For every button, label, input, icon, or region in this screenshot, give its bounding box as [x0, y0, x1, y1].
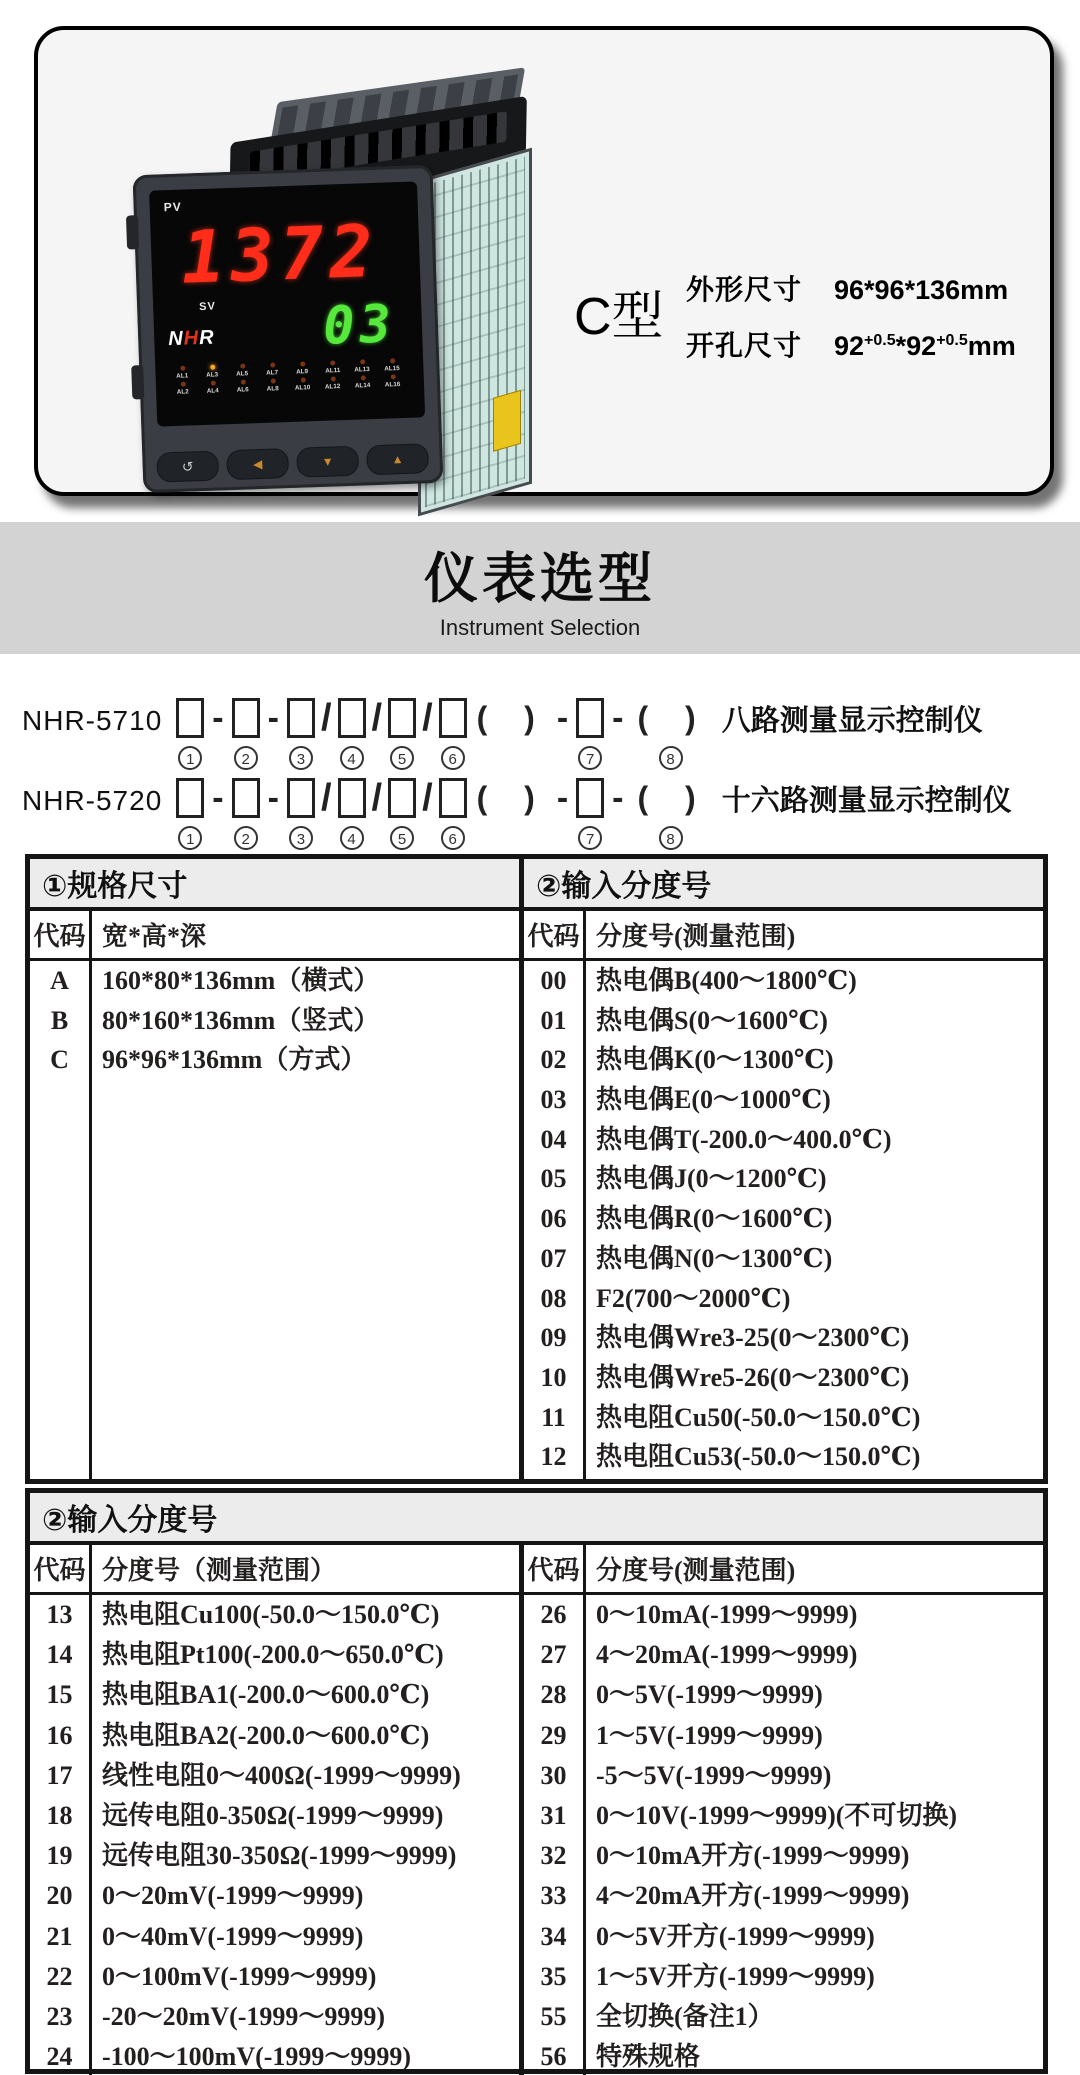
circled-number: 8 [659, 746, 683, 770]
spec-table-1 [25, 854, 1048, 1484]
code-box [232, 698, 260, 738]
row-code: 20 [46, 1881, 73, 1911]
paren-symbol: ( ) [637, 780, 710, 816]
subheader-right [524, 1545, 1043, 1595]
row-desc: 热电偶J(0～1200℃) [596, 1164, 827, 1194]
led-dot-icon [330, 360, 335, 365]
row-desc: 热电阻BA1(-200.0～600.0℃) [102, 1680, 430, 1710]
circled-number: 5 [390, 826, 414, 850]
outline-dimension-value: 96*96*136mm [834, 275, 1009, 305]
led-dot-icon [270, 362, 275, 367]
led-dot-icon [210, 381, 215, 386]
led-label: AL1 [176, 372, 189, 380]
banner-subtitle: Instrument Selection [439, 615, 641, 640]
input-grad-subheader-1 [524, 911, 1043, 961]
alarm-led-al6 [228, 379, 258, 394]
row-desc: 4～20mA开方(-1999～9999) [596, 1881, 910, 1911]
separator-symbol: - [267, 779, 279, 817]
row-desc: 热电偶B(400～1800℃) [596, 966, 857, 995]
row-desc: -20～20mV(-1999～9999) [102, 2001, 386, 2031]
range-column-header: 分度号(测量范围) [596, 922, 796, 951]
row-desc: 热电阻BA2(-200.0～600.0℃) [102, 1720, 430, 1750]
row-code: 13 [46, 1600, 73, 1629]
row-desc: 热电偶Wre5-26(0～2300℃) [596, 1362, 910, 1392]
row-desc: 热电偶Wre3-25(0～2300℃) [596, 1323, 910, 1353]
cutout-dimension-value: $92^{+0.5}*92^{+0.5}mm$ [834, 331, 1016, 361]
row-code: 55 [540, 2001, 567, 2031]
separator-symbol: - [612, 699, 624, 737]
circled-number: 8 [659, 826, 683, 850]
order-code-pattern [174, 698, 711, 770]
input-grad-group-right [524, 1545, 1043, 2075]
ordering-row-5720 [22, 778, 1062, 858]
size-column-header: 宽*高*深 [102, 922, 207, 951]
row-desc: 热电偶N(0～1300℃) [596, 1243, 833, 1273]
order-code-box [338, 778, 366, 850]
alarm-led-al16 [378, 374, 408, 389]
row-code: 21 [46, 1921, 73, 1951]
led-label: AL13 [354, 366, 371, 374]
separator-symbol: - [612, 779, 624, 817]
desc-column [586, 1595, 1043, 2075]
row-desc: 特殊规格 [596, 2042, 701, 2072]
sv-label: SV [198, 300, 217, 314]
led-label: AL14 [355, 382, 371, 390]
alarm-led-al7 [257, 362, 287, 377]
order-code-pattern [174, 778, 711, 850]
dimension-specs [686, 268, 1016, 380]
order-code-box [232, 778, 260, 850]
input-grad-group-left [30, 1545, 524, 2075]
device-front-panel [133, 165, 444, 493]
separator-symbol: / [371, 697, 383, 739]
code-column [30, 1595, 92, 2075]
subheader-left [30, 1545, 519, 1595]
paren-symbol: ( ) [476, 780, 549, 816]
input-grad-group-1 [524, 859, 1043, 1479]
separator-symbol: - [212, 779, 224, 817]
code-box [388, 778, 416, 818]
separator-symbol: / [422, 777, 433, 819]
row-code: 18 [46, 1800, 73, 1830]
code-column [524, 1595, 586, 2075]
alarm-led-al12 [318, 376, 348, 391]
circled-number: 4 [340, 826, 364, 850]
order-code-box [176, 698, 204, 770]
led-dot-icon [210, 365, 215, 370]
row-code: 00 [540, 966, 567, 995]
row-code: A [50, 966, 69, 995]
range-column-header: 分度号(测量范围) [596, 1556, 796, 1585]
ordering-code-section [22, 698, 1062, 858]
spec-size-group [30, 859, 524, 1479]
row-code: 06 [540, 1204, 567, 1234]
row-code: 04 [540, 1124, 567, 1154]
circled-number: 7 [578, 826, 602, 850]
led-dot-icon [270, 378, 275, 383]
circled-number: 1 [178, 826, 202, 850]
row-code: 01 [540, 1005, 567, 1035]
alarm-led-al10 [288, 377, 318, 392]
circled-number: 6 [441, 826, 465, 850]
circled-number: 2 [234, 826, 258, 850]
desc-column [92, 1595, 519, 2075]
code-box [388, 698, 416, 738]
code-column-header: 代码 [30, 1545, 92, 1592]
code-column-header: 代码 [30, 911, 92, 958]
order-code-box [576, 778, 604, 850]
order-code-box [338, 698, 366, 770]
led-label: AL11 [324, 367, 341, 375]
code-column [30, 961, 92, 1479]
led-label: AL15 [384, 365, 401, 373]
alarm-led-al2 [168, 381, 198, 396]
row-desc: 全切换(备注1） [596, 2001, 774, 2031]
order-code-box [388, 778, 416, 850]
input-grad-table-2 [25, 1488, 1048, 2074]
row-desc: 1～5V开方(-1999～9999) [596, 1961, 875, 1991]
alarm-led-al3 [197, 364, 227, 379]
product-card [34, 26, 1054, 496]
row-code: 14 [46, 1640, 73, 1670]
row-code: 07 [540, 1243, 567, 1273]
row-code: 17 [46, 1760, 73, 1790]
body-left [30, 1595, 519, 2075]
separator-symbol: / [320, 697, 332, 739]
row-desc: 0～10mA开方(-1999～9999) [596, 1841, 910, 1871]
alarm-led-al8 [258, 378, 288, 393]
row-code: 15 [46, 1680, 73, 1710]
row-desc: 热电偶E(0～1000℃) [596, 1085, 831, 1115]
led-dot-icon [390, 374, 395, 379]
led-label: AL2 [177, 388, 190, 396]
row-desc: 0～20mV(-1999～9999) [102, 1881, 364, 1911]
alarm-led-al14 [348, 375, 378, 390]
input-grad-header-1: ②输入分度号 [524, 859, 1043, 911]
row-desc: -5～5V(-1999～9999) [596, 1760, 832, 1790]
sv-value: 03 [322, 294, 397, 357]
row-desc: 热电偶S(0～1600℃) [596, 1005, 828, 1035]
code-box [287, 698, 315, 738]
separator-symbol: / [422, 697, 433, 739]
alarm-led-al9 [287, 361, 317, 376]
left-button [226, 448, 289, 480]
body-right [524, 1595, 1043, 2075]
model-number: NHR-5720 [22, 785, 163, 816]
pv-label: PV [163, 199, 182, 215]
order-code-box [439, 778, 467, 850]
alarm-led-al4 [198, 380, 228, 395]
model-description: 八路测量显示控制仪 [721, 705, 983, 737]
circled-number: 7 [578, 746, 602, 770]
circled-number: 1 [178, 746, 202, 770]
order-code-box [388, 698, 416, 770]
left-arrow-icon: ◀ [252, 456, 263, 472]
spec-size-subheader [30, 911, 519, 961]
row-desc: 0～5V开方(-1999～9999) [596, 1921, 875, 1951]
outline-dimension-label: 外形尺寸 [686, 274, 803, 305]
mount-clip [131, 365, 144, 399]
led-dot-icon [240, 364, 245, 369]
led-dot-icon [360, 359, 365, 364]
reset-icon: ↺ [181, 457, 194, 475]
desc-column [92, 961, 519, 1479]
alarm-led-al11 [317, 360, 347, 375]
reset-button [156, 451, 219, 483]
row-code: 26 [540, 1600, 567, 1629]
cutout-dimension-label: 开孔尺寸 [686, 330, 803, 361]
row-code: 31 [540, 1800, 567, 1830]
row-desc: F2(700～2000℃) [596, 1283, 791, 1313]
row-desc: 热电阻Cu53(-50.0～150.0℃) [596, 1442, 921, 1472]
row-code: 08 [540, 1283, 567, 1313]
input-grad-header-2: ②输入分度号 [30, 1493, 1043, 1545]
alarm-led-al1 [167, 365, 197, 380]
led-dot-icon [180, 366, 185, 371]
model-description: 十六路测量显示控制仪 [721, 785, 1012, 817]
row-desc: 0～40mV(-1999～9999) [102, 1921, 364, 1951]
row-code: 10 [540, 1362, 567, 1392]
yellow-sticker [493, 390, 521, 452]
row-desc: 0～10V(-1999～9999)(不可切换) [596, 1800, 958, 1830]
led-label: AL5 [236, 370, 249, 378]
row-desc: 0～10mA(-1999～9999) [596, 1600, 858, 1629]
led-label: AL6 [237, 386, 250, 394]
row-code: 22 [46, 1961, 73, 1991]
mount-clip [126, 215, 139, 249]
code-box [176, 698, 204, 738]
led-label: AL3 [206, 371, 219, 379]
row-code: 35 [540, 1961, 567, 1991]
row-code: C [50, 1045, 69, 1075]
code-box [576, 698, 604, 738]
circled-number: 3 [289, 746, 313, 770]
alarm-led-al13 [347, 359, 377, 374]
row-code: 02 [540, 1045, 567, 1075]
device-display [149, 181, 425, 426]
code-column [524, 961, 586, 1479]
paren-symbol: ( ) [476, 700, 549, 736]
code-box [439, 778, 467, 818]
alarm-led-grid [167, 358, 412, 398]
led-dot-icon [300, 377, 305, 382]
row-desc: 96*96*136mm（方式） [102, 1045, 367, 1075]
circled-number: 5 [390, 746, 414, 770]
row-code: 19 [46, 1841, 73, 1871]
model-type-label: C型 [574, 288, 664, 346]
nhr-logo: NHR [167, 326, 215, 351]
order-code-box [439, 698, 467, 770]
circled-number: 2 [234, 746, 258, 770]
code-box [287, 778, 315, 818]
code-box [338, 698, 366, 738]
led-dot-icon [240, 380, 245, 385]
range-column-header: 分度号（测量范围） [102, 1556, 337, 1585]
row-desc: 1～5V(-1999～9999) [596, 1720, 823, 1750]
circled-number: 3 [289, 826, 313, 850]
code-box [338, 778, 366, 818]
order-code-box [287, 698, 315, 770]
down-arrow-icon: ▼ [321, 454, 334, 469]
row-code: 05 [540, 1164, 567, 1194]
row-desc: 线性电阻0～400Ω(-1999～9999) [102, 1760, 461, 1790]
separator-symbol: / [320, 777, 332, 819]
down-button [296, 446, 359, 478]
row-desc: 160*80*136mm（横式） [102, 966, 380, 995]
up-button [366, 443, 429, 475]
row-desc: 热电偶R(0～1600℃) [596, 1204, 833, 1234]
pv-value: 1372 [179, 208, 381, 300]
row-desc: 0～100mV(-1999～9999) [102, 1961, 377, 1991]
row-code: 29 [540, 1720, 567, 1750]
alarm-led-al5 [227, 363, 257, 378]
cutout-dimension-row [686, 324, 1016, 364]
row-desc: 远传电阻30-350Ω(-1999～9999) [102, 1841, 457, 1871]
led-dot-icon [360, 375, 365, 380]
row-code: 32 [540, 1841, 567, 1871]
order-code-box [176, 778, 204, 850]
row-code: 34 [540, 1921, 567, 1951]
row-code: 27 [540, 1640, 567, 1670]
separator-symbol: - [556, 699, 569, 737]
row-code: 28 [540, 1680, 567, 1710]
separator-symbol: / [371, 777, 383, 819]
alarm-led-al15 [377, 358, 407, 373]
spec-size-body [30, 961, 519, 1479]
separator-symbol: - [556, 779, 569, 817]
code-box [439, 698, 467, 738]
separator-symbol: - [267, 699, 279, 737]
panel-meter-photo [120, 68, 540, 488]
led-label: AL7 [266, 369, 279, 377]
section-banner [0, 522, 1080, 654]
row-code: 24 [46, 2042, 73, 2072]
row-desc: 远传电阻0-350Ω(-1999～9999) [102, 1800, 444, 1830]
row-desc: 热电阻Cu100(-50.0～150.0℃) [102, 1600, 440, 1629]
row-code: 16 [46, 1720, 73, 1750]
spec-size-header: ①规格尺寸 [30, 859, 519, 911]
led-label: AL8 [267, 385, 280, 393]
up-arrow-icon: ▲ [391, 452, 404, 467]
code-column-header: 代码 [524, 1545, 586, 1592]
ordering-row-5710 [22, 698, 1062, 778]
desc-column [586, 961, 1043, 1479]
led-dot-icon [180, 382, 185, 387]
row-code: B [50, 1005, 69, 1035]
row-desc: 热电偶K(0～1300℃) [596, 1045, 834, 1075]
circled-number: 4 [340, 746, 364, 770]
row-code: 11 [541, 1402, 566, 1432]
row-code: 03 [540, 1085, 567, 1115]
led-label: AL9 [296, 368, 309, 376]
order-code-box [576, 698, 604, 770]
row-desc: 0～5V(-1999～9999) [596, 1680, 823, 1710]
row-code: 33 [540, 1881, 567, 1911]
code-column-header: 代码 [524, 911, 586, 958]
code-box [576, 778, 604, 818]
row-desc: 4～20mA(-1999～9999) [596, 1640, 858, 1670]
row-desc: -100～100mV(-1999～9999) [102, 2042, 412, 2072]
led-label: AL4 [207, 387, 220, 395]
banner-title: 仪表选型 [424, 549, 656, 609]
code-box [232, 778, 260, 818]
input-grad-body-1 [524, 961, 1043, 1479]
row-desc: 热电阻Cu50(-50.0～150.0℃) [596, 1402, 921, 1432]
row-code: 12 [540, 1442, 567, 1472]
device-buttons [156, 443, 429, 482]
row-code: 23 [46, 2001, 73, 2031]
model-number: NHR-5710 [22, 705, 163, 736]
row-code: 30 [540, 1760, 567, 1790]
led-dot-icon [300, 361, 305, 366]
circled-number: 6 [441, 746, 465, 770]
outline-dimension-row [686, 268, 1016, 308]
row-desc: 热电偶T(-200.0～400.0℃) [596, 1124, 892, 1154]
row-code: 56 [540, 2042, 567, 2072]
led-label: AL16 [385, 381, 401, 389]
row-desc: 热电阻Pt100(-200.0～650.0℃) [102, 1640, 444, 1670]
order-code-box [232, 698, 260, 770]
paren-symbol: ( ) [637, 700, 710, 736]
led-label: AL12 [325, 383, 341, 391]
order-code-box [287, 778, 315, 850]
separator-symbol: - [212, 699, 224, 737]
led-dot-icon [390, 358, 395, 363]
row-desc: 80*160*136mm（竖式） [102, 1005, 380, 1035]
row-code: 09 [540, 1323, 567, 1353]
code-box [176, 778, 204, 818]
led-label: AL10 [295, 384, 311, 392]
led-dot-icon [330, 376, 335, 381]
